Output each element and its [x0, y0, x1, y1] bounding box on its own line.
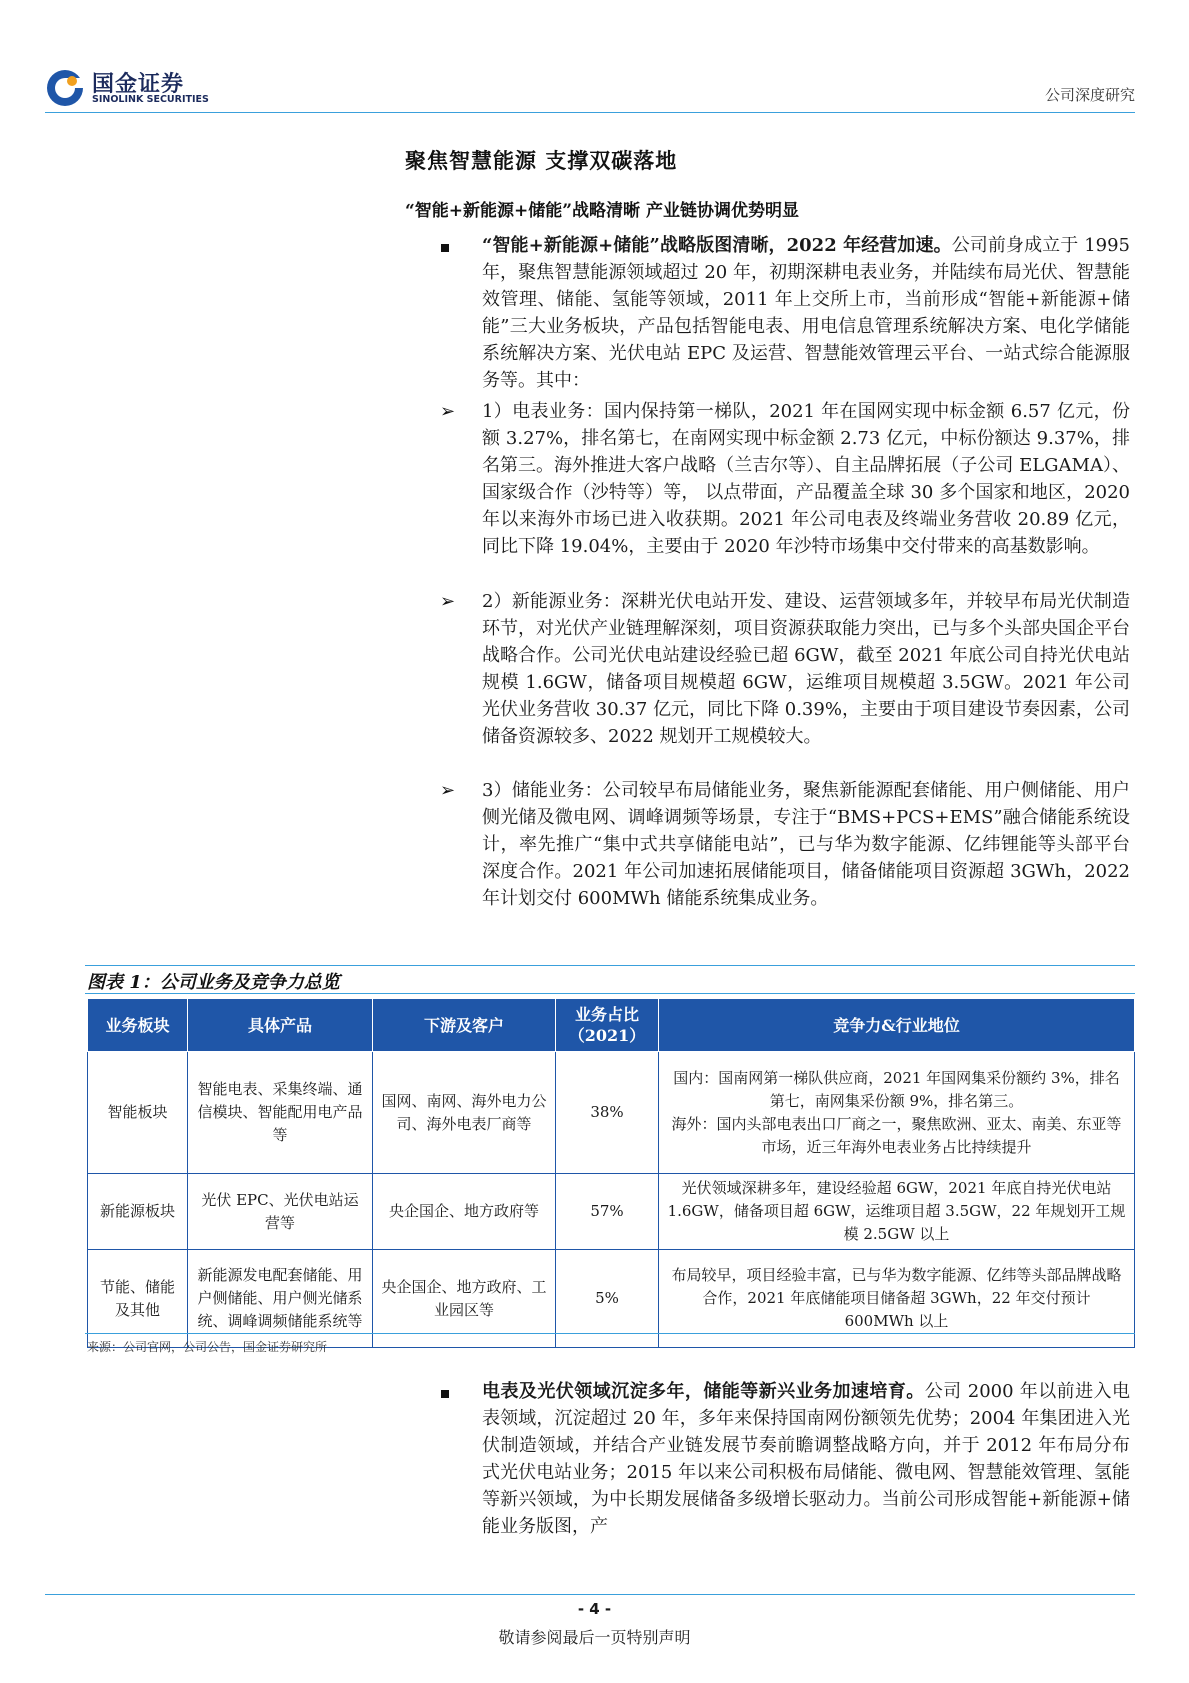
table-header-cell: 下游及客户 [373, 999, 556, 1052]
segment-cell: 新能源板块 [88, 1174, 188, 1250]
logo-chinese-name: 国金证券 [92, 72, 185, 97]
competitiveness-cell [659, 1052, 1135, 1174]
report-type: 公司深度研究 [1044, 86, 1135, 104]
item-storage-business: 3）储能业务：公司较早布局储能业务，聚焦新能源配套储能、用户侧储能、用户侧光储及微电网、调峰调频等场景，专注于“BMS+PCS+EMS”融合储能系统设计，率先推广“集中式共享储能电站”，已与华为数字能源、亿纬锂能等头部平台深度合作。2021 年公司加速拓展储能项目，储备储能项目资源超 3GWh，2022 年计划交付 600MWh 储能系统集成业务。 [482, 780, 1130, 909]
footer-divider [45, 1594, 1135, 1595]
share-cell: 38% [556, 1052, 659, 1174]
header-divider [45, 112, 1135, 113]
section-title: 聚焦智慧能源 支撑双碳落地 [405, 148, 678, 173]
table-header-cell: 业务板块 [88, 999, 188, 1052]
arrow-bullet-icon: ➢ [440, 591, 456, 612]
paragraph-history [482, 1378, 1130, 1540]
products-cell: 新能源发电配套储能、用户侧储能、用户侧光储系统、调峰调频储能系统等 [188, 1250, 373, 1348]
page-number: - 4 - [577, 1600, 612, 1618]
competitiveness-overseas: 海外：国内头部电表出口厂商之一，聚焦欧洲、亚太、南美、东亚等市场，近三年海外电表业务占比持续提升 [671, 1114, 1122, 1156]
figure-top-rule [85, 965, 1135, 966]
competitiveness-cell: 光伏领域深耕多年，建设经验超 6GW，2021 年底自持光伏电站 1.6GW，储备项目超 6GW，运维项目超 3.5GW，22 年规划开工规模 2.5GW 以上 [659, 1174, 1135, 1250]
share-cell: 5% [556, 1250, 659, 1348]
paragraph-text: 公司 2000 年以前进入电表领域，沉淀超过 20 年，多年来保持国南网份额领先优势；2004 年集团进入光伏制造领域，并结合产业链发展节奏前瞻调整战略方向，并于 2012 年布局分布式光伏电站业务；2015 年以来公司积极布局储能、微电网、智慧能效管理、氢能等新兴领域，为中长期发展储备多级增长驱动力。当前公司形成智能+新能源+储能业务版图，产 [482, 1381, 1130, 1537]
customers-cell: 央企国企、地方政府、工业园区等 [373, 1250, 556, 1348]
square-bullet-icon [441, 1390, 449, 1398]
table-row [88, 1052, 1135, 1174]
figure-title-rule [85, 993, 1135, 994]
customers-cell: 央企国企、地方政府等 [373, 1174, 556, 1250]
products-cell: 光伏 EPC、光伏电站运营等 [188, 1174, 373, 1250]
square-bullet-icon [441, 244, 449, 252]
arrow-bullet-icon: ➢ [440, 401, 456, 422]
products-cell: 智能电表、采集终端、通信模块、智能配用电产品等 [188, 1052, 373, 1174]
segment-cell: 智能板块 [88, 1052, 188, 1174]
competitiveness-domestic: 国内：国南网第一梯队供应商，2021 年国网集采份额约 3%，排名第七，南网集采份额 9%，排名第三。 [673, 1068, 1120, 1110]
logo-english-name: SINOLINK SECURITIES [92, 94, 209, 105]
paragraph-lead: “智能+新能源+储能”战略版图清晰，2022 年经营加速。 [482, 235, 952, 256]
customers-cell: 国网、南网、海外电力公司、海外电表厂商等 [373, 1052, 556, 1174]
figure-bottom-rule [85, 1333, 1135, 1334]
competitiveness-cell: 布局较早，项目经验丰富，已与华为数字能源、亿纬等头部品牌战略合作，2021 年底储能项目储备超 3GWh，22 年交付预计 600MWh 以上 [659, 1250, 1135, 1348]
figure-source: 来源：公司官网，公司公告，国金证券研究所 [87, 1340, 328, 1354]
table-row [88, 1174, 1135, 1250]
item-new-energy-business: 2）新能源业务：深耕光伏电站开发、建设、运营领域多年，并较早布局光伏制造环节，对光伏产业链理解深刻，项目资源获取能力突出，已与多个头部央国企平台战略合作。公司光伏电站建设经验已超 6GW，截至 2021 年底公司自持光伏电站规模 1.6GW，储备项目规模超 6GW，运维项目规模超 3.5GW。2021 年公司光伏业务营收 30.37 亿元，同比下降 0.39%，主要由于项目建设节奏因素，公司储备资源较多、2022 规划开工规模较大。 [482, 591, 1130, 747]
paragraph-strategy [482, 232, 1130, 394]
item-meter-business: 1）电表业务：国内保持第一梯队，2021 年在国网实现中标金额 6.57 亿元，份额 3.27%，排名第七，在南网实现中标金额 2.73 亿元，中标份额达 9.37%，排名第三。海外推进大客户战略（兰吉尔等）、自主品牌拓展（子公司 ELGAMA）、国家级合作（沙特等）等， 以点带面，产品覆盖全球 30 多个国家和地区，2020 年以来海外市场已进入收获期。2021 年公司电表及终端业务营收 20.89 亿元，同比下降 19.04%，主要由于 2020 年沙特市场集中交付带来的高基数影响。 [482, 401, 1130, 557]
segment-cell: 节能、储能及其他 [88, 1250, 188, 1348]
paragraph-lead: 电表及光伏领域沉淀多年，储能等新兴业务加速培育。 [482, 1381, 925, 1402]
table-header-row [88, 999, 1135, 1052]
paragraph-text: 公司前身成立于 1995 年，聚焦智慧能源领域超过 20 年，初期深耕电表业务，并陆续布局光伏、智慧能效管理、储能、氢能等领域，2011 年上交所上市，当前形成“智能+新能源+储能”三大业务板块，产品包括智能电表、用电信息管理系统解决方案、电化学储能系统解决方案、光伏电站 EPC 及运营、智慧能效管理云平台、一站式综合能源服务等。其中： [482, 235, 1131, 391]
footer-disclaimer: 敬请参阅最后一页特别声明 [498, 1628, 691, 1647]
figure-title: 图表 1：公司业务及竞争力总览 [87, 972, 340, 993]
page-header [45, 66, 1135, 110]
business-overview-table [87, 998, 1135, 1348]
table-header-cell: 业务占比（2021） [556, 999, 659, 1052]
arrow-bullet-icon: ➢ [440, 780, 456, 801]
table-header-cell: 竞争力&行业地位 [659, 999, 1135, 1052]
subsection-title: “智能+新能源+储能”战略清晰 产业链协调优势明显 [405, 201, 799, 221]
share-cell: 57% [556, 1174, 659, 1250]
table-header-cell: 具体产品 [188, 999, 373, 1052]
sinolink-logo-icon [45, 68, 85, 108]
